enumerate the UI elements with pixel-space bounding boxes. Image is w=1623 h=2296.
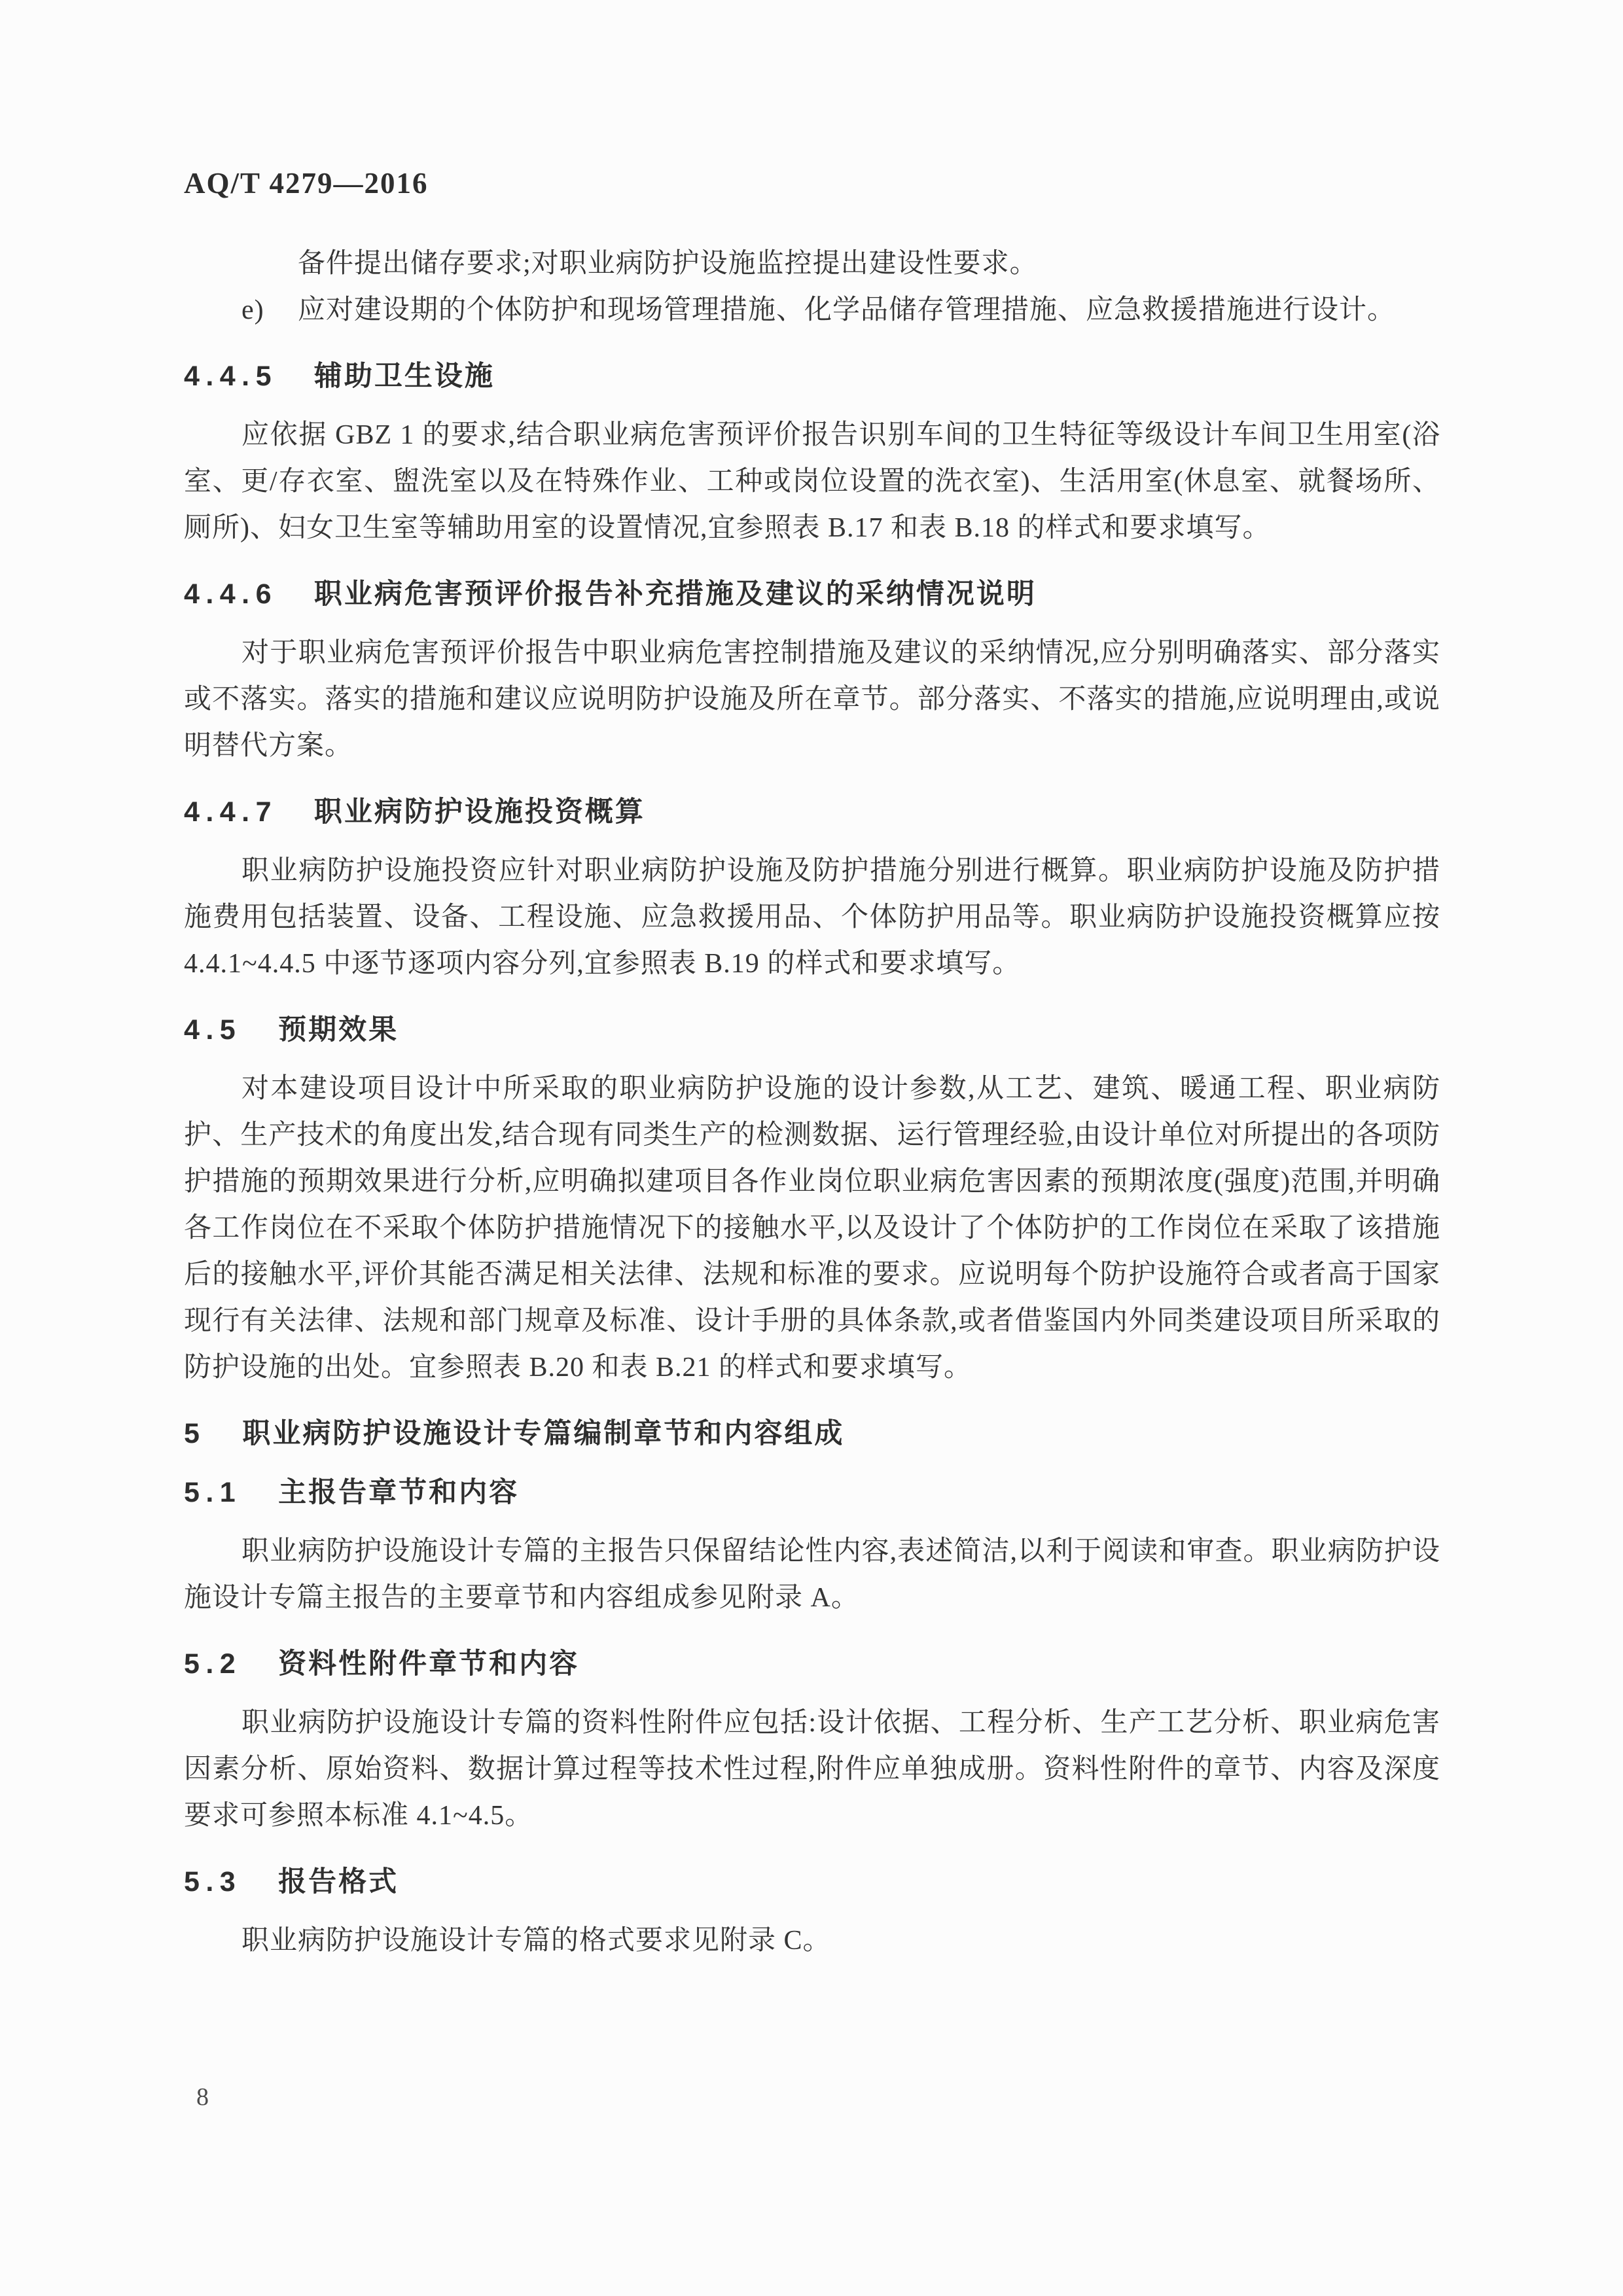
section-heading-4-4-6 <box>184 578 1440 610</box>
chapter-heading-5 <box>184 1417 1440 1450</box>
section-heading-4-5 <box>184 1014 1440 1046</box>
section-number: 5 <box>184 1418 206 1449</box>
section-heading-4-4-7 <box>184 796 1440 828</box>
page-number: 8 <box>196 2083 209 2111</box>
section-number: 4.4.6 <box>184 578 277 610</box>
section-title: 资料性附件章节和内容 <box>278 1648 580 1680</box>
list-item-text: 应对建设期的个体防护和现场管理措施、化学品储存管理措施、应急救援措施进行设计。 <box>298 295 1396 325</box>
section-title: 职业病危害预评价报告补充措施及建议的采纳情况说明 <box>313 578 1037 610</box>
list-continuation-line: 备件提出储存要求;对职业病防护设施监控提出建设性要求。 <box>298 249 1038 279</box>
section-heading-5-2 <box>184 1648 1440 1680</box>
section-title: 报告格式 <box>278 1866 399 1898</box>
section-number: 4.4.7 <box>184 796 277 828</box>
section-heading-5-3 <box>184 1865 1440 1898</box>
section-title: 预期效果 <box>278 1014 399 1046</box>
list-item-e <box>184 287 1440 334</box>
section-number: 5.3 <box>184 1866 242 1898</box>
section-title: 职业病防护设施投资概算 <box>313 796 645 828</box>
section-paragraph-4-4-5: 应依据 GBZ 1 的要求,结合职业病危害预评价报告识别车间的卫生特征等级设计车间卫生用室(浴室、更/存衣室、盥洗室以及在特殊作业、工种或岗位设置的洗衣室)、生活用室(休息室、就餐场所、厕所)、妇女卫生室等辅助用室的设置情况,宜参照表 B.17 和表 B.18 的样式和要求填写。 <box>184 420 1440 543</box>
page-content <box>184 0 1440 1964</box>
section-paragraph-4-5: 对本建设项目设计中所采取的职业病防护设施的设计参数,从工艺、建筑、暖通工程、职业病防护、生产技术的角度出发,结合现有同类生产的检测数据、运行管理经验,由设计单位对所提出的各项防护措施的预期效果进行分析,应明确拟建项目各作业岗位职业病危害因素的预期浓度(强度)范围,并明确各工作岗位在不采取个体防护措施情况下的接触水平,以及设计了个体防护的工作岗位在采取了该措施后的接触水平,评价其能否满足相关法律、法规和标准的要求。应说明每个防护设施符合或者高于国家现行有关法律、法规和部门规章及标准、设计手册的具体条款,或者借鉴国内外同类建设项目所采取的防护设施的出处。宜参照表 B.20 和表 B.21 的样式和要求填写。 <box>184 1074 1440 1383</box>
section-number: 5.2 <box>184 1648 242 1680</box>
standard-number-header: AQ/T 4279—2016 <box>184 167 429 200</box>
section-number: 5.1 <box>184 1477 242 1508</box>
section-number: 4.4.5 <box>184 361 277 392</box>
section-paragraph-4-4-6: 对于职业病危害预评价报告中职业病危害控制措施及建议的采纳情况,应分别明确落实、部分落实或不落实。落实的措施和建议应说明防护设施及所在章节。部分落实、不落实的措施,应说明理由,或说明替代方案。 <box>184 638 1440 761</box>
section-paragraph-4-4-7: 职业病防护设施投资应针对职业病防护设施及防护措施分别进行概算。职业病防护设施及防护措施费用包括装置、设备、工程设施、应急救援用品、个体防护用品等。职业病防护设施投资概算应按 4.4.1~4.4.5 中逐节逐项内容分列,宜参照表 B.19 的样式和要求填写。 <box>184 856 1440 979</box>
section-heading-5-1 <box>184 1476 1440 1509</box>
section-paragraph-5-1: 职业病防护设施设计专篇的主报告只保留结论性内容,表述简洁,以利于阅读和审查。职业病防护设施设计专篇主报告的主要章节和内容组成参见附录 A。 <box>184 1536 1440 1613</box>
section-heading-4-4-5 <box>184 360 1440 393</box>
list-block <box>184 241 1440 334</box>
section-title: 职业病防护设施设计专篇编制章节和内容组成 <box>242 1418 845 1449</box>
list-item-marker: e) <box>241 295 264 325</box>
section-paragraph-5-3: 职业病防护设施设计专篇的格式要求见附录 C。 <box>241 1926 831 1956</box>
section-title: 主报告章节和内容 <box>278 1477 520 1508</box>
section-paragraph-5-2: 职业病防护设施设计专篇的资料性附件应包括:设计依据、工程分析、生产工艺分析、职业病危害因素分析、原始资料、数据计算过程等技术性过程,附件应单独成册。资料性附件的章节、内容及深度要求可参照本标准 4.1~4.5。 <box>184 1708 1440 1831</box>
section-title: 辅助卫生设施 <box>313 361 495 392</box>
section-number: 4.5 <box>184 1014 242 1046</box>
